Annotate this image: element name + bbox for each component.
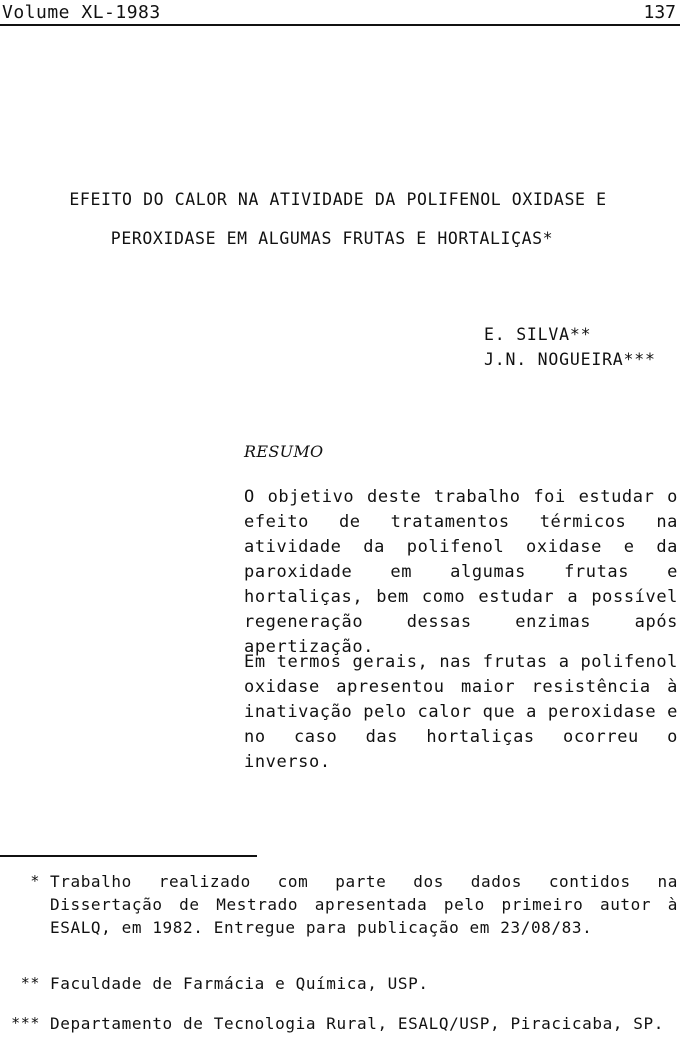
footnote-text: Departamento de Tecnologia Rural, ESALQ/USP, Piracicaba, SP. [50, 1014, 664, 1033]
abstract-heading: RESUMO [244, 442, 324, 461]
article-title-line-2: PEROXIDASE EM ALGUMAS FRUTAS E HORTALIÇAS* [110, 229, 554, 248]
footnote-mark: * [30, 872, 40, 890]
footnote-text: Faculdade de Farmácia e Química, USP. [50, 974, 429, 993]
running-header [0, 0, 680, 22]
author-name: E. SILVA** [484, 325, 592, 344]
author-list [484, 322, 656, 372]
footnote-mark: *** [11, 1014, 40, 1032]
journal-volume: Volume XL-1983 [2, 2, 161, 23]
footnote-mark: ** [20, 974, 40, 992]
page-number: 137 [643, 2, 676, 23]
header-rule [0, 24, 680, 26]
abstract-paragraph: O objetivo deste trabalho foi estudar o efeito de tratamentos térmicos na atividade da polifenol oxidase e da paroxidade em algumas frutas e hortaliças, bem como estudar a possível regeneração dessas enzimas após apertização. [244, 487, 678, 657]
abstract-paragraph: Em termos gerais, nas frutas a polifenol oxidase apresentou maior resistência à inativação pelo calor que a peroxidase e no caso das hortaliças ocorreu o inverso. [244, 652, 678, 772]
author-name: J.N. NOGUEIRA*** [484, 350, 656, 369]
footnote-separator [0, 855, 257, 857]
footnote-text: Trabalho realizado com parte dos dados contidos na Dissertação de Mestrado apresentada pelo primeiro autor à ESALQ, em 1982. Entregue para publicação em 23/08/83. [50, 872, 678, 937]
article-title-line-1: EFEITO DO CALOR NA ATIVIDADE DA POLIFENOL OXIDASE E [69, 190, 607, 209]
